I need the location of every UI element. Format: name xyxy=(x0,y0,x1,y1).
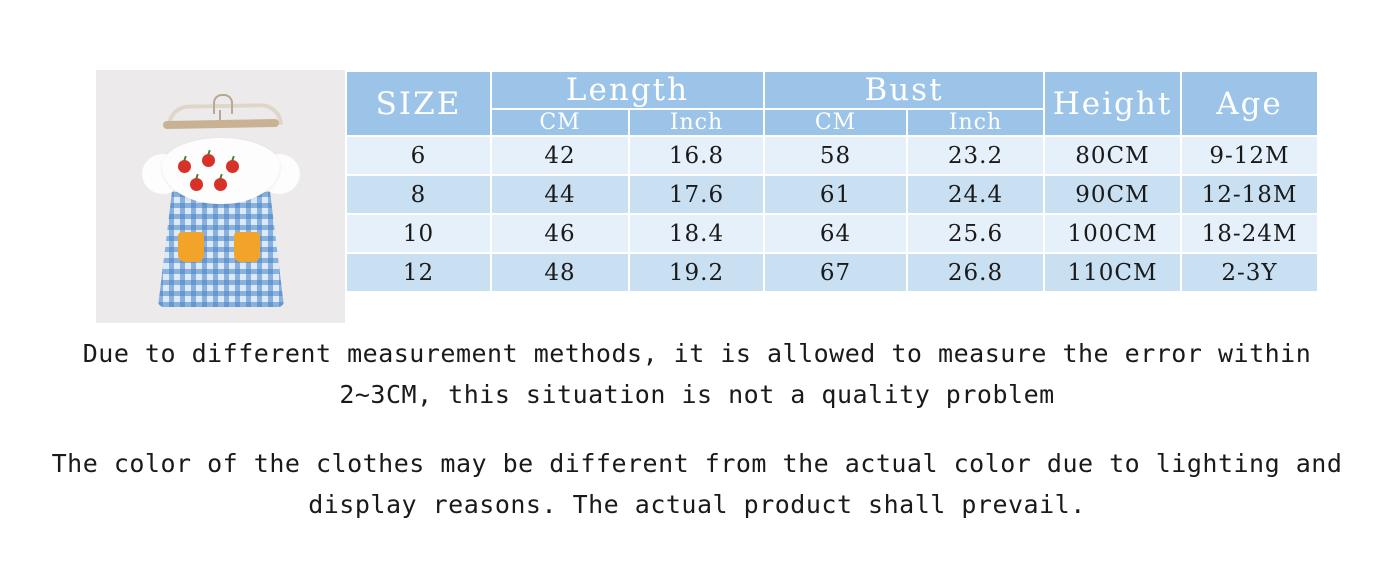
cell-length-cm: 42 xyxy=(491,136,629,175)
header-bust-inch: Inch xyxy=(907,109,1044,136)
chart-top-area xyxy=(96,70,1319,323)
size-table xyxy=(345,70,1319,293)
cell-height: 110CM xyxy=(1044,253,1181,292)
note-color: The color of the clothes may be different from the actual color due to lighting and display reasons. The actual product shall prevail. xyxy=(51,449,1343,519)
dress-pocket-right xyxy=(234,232,260,262)
table-row xyxy=(346,214,1318,253)
cell-bust-inch: 23.2 xyxy=(907,136,1044,175)
note-measurement: Due to different measurement methods, it is allowed to measure the error within 2~3CM, this situation is not a quality problem xyxy=(82,339,1312,409)
size-table-head xyxy=(346,71,1318,136)
cell-bust-cm: 58 xyxy=(764,136,907,175)
cell-age: 12-18M xyxy=(1181,175,1318,214)
cell-length-inch: 19.2 xyxy=(629,253,764,292)
header-bust-cm: CM xyxy=(764,109,907,136)
cell-length-inch: 16.8 xyxy=(629,136,764,175)
header-height: Height xyxy=(1044,71,1181,136)
cell-length-cm: 48 xyxy=(491,253,629,292)
cell-bust-inch: 24.4 xyxy=(907,175,1044,214)
dress-pocket-left xyxy=(178,232,204,262)
cell-height: 100CM xyxy=(1044,214,1181,253)
cell-bust-inch: 26.8 xyxy=(907,253,1044,292)
header-bust: Bust xyxy=(764,71,1044,109)
table-row xyxy=(346,175,1318,214)
cell-age: 18-24M xyxy=(1181,214,1318,253)
apple-icon xyxy=(214,178,227,191)
apple-icon xyxy=(178,160,191,173)
cell-size: 12 xyxy=(346,253,491,292)
cell-age: 9-12M xyxy=(1181,136,1318,175)
table-row xyxy=(346,253,1318,292)
table-row xyxy=(346,136,1318,175)
cell-length-inch: 18.4 xyxy=(629,214,764,253)
notes-section xyxy=(0,333,1394,525)
apple-icon xyxy=(226,160,239,173)
cell-bust-inch: 25.6 xyxy=(907,214,1044,253)
cell-size: 8 xyxy=(346,175,491,214)
cell-length-cm: 46 xyxy=(491,214,629,253)
dress-illustration xyxy=(140,132,302,307)
cell-bust-cm: 64 xyxy=(764,214,907,253)
header-size: SIZE xyxy=(346,71,491,136)
header-length-cm: CM xyxy=(491,109,629,136)
cell-size: 10 xyxy=(346,214,491,253)
hanger-bar-icon xyxy=(163,119,279,129)
cell-age: 2-3Y xyxy=(1181,253,1318,292)
cell-length-inch: 17.6 xyxy=(629,175,764,214)
header-length: Length xyxy=(491,71,764,109)
cell-bust-cm: 61 xyxy=(764,175,907,214)
size-table-body xyxy=(346,136,1318,292)
header-length-inch: Inch xyxy=(629,109,764,136)
cell-bust-cm: 67 xyxy=(764,253,907,292)
header-age: Age xyxy=(1181,71,1318,136)
apple-icon xyxy=(190,178,203,191)
cell-height: 80CM xyxy=(1044,136,1181,175)
cell-length-cm: 44 xyxy=(491,175,629,214)
product-photo xyxy=(96,70,345,323)
table-header-row-1 xyxy=(346,71,1318,109)
cell-size: 6 xyxy=(346,136,491,175)
cell-height: 90CM xyxy=(1044,175,1181,214)
apple-icon xyxy=(202,154,215,167)
